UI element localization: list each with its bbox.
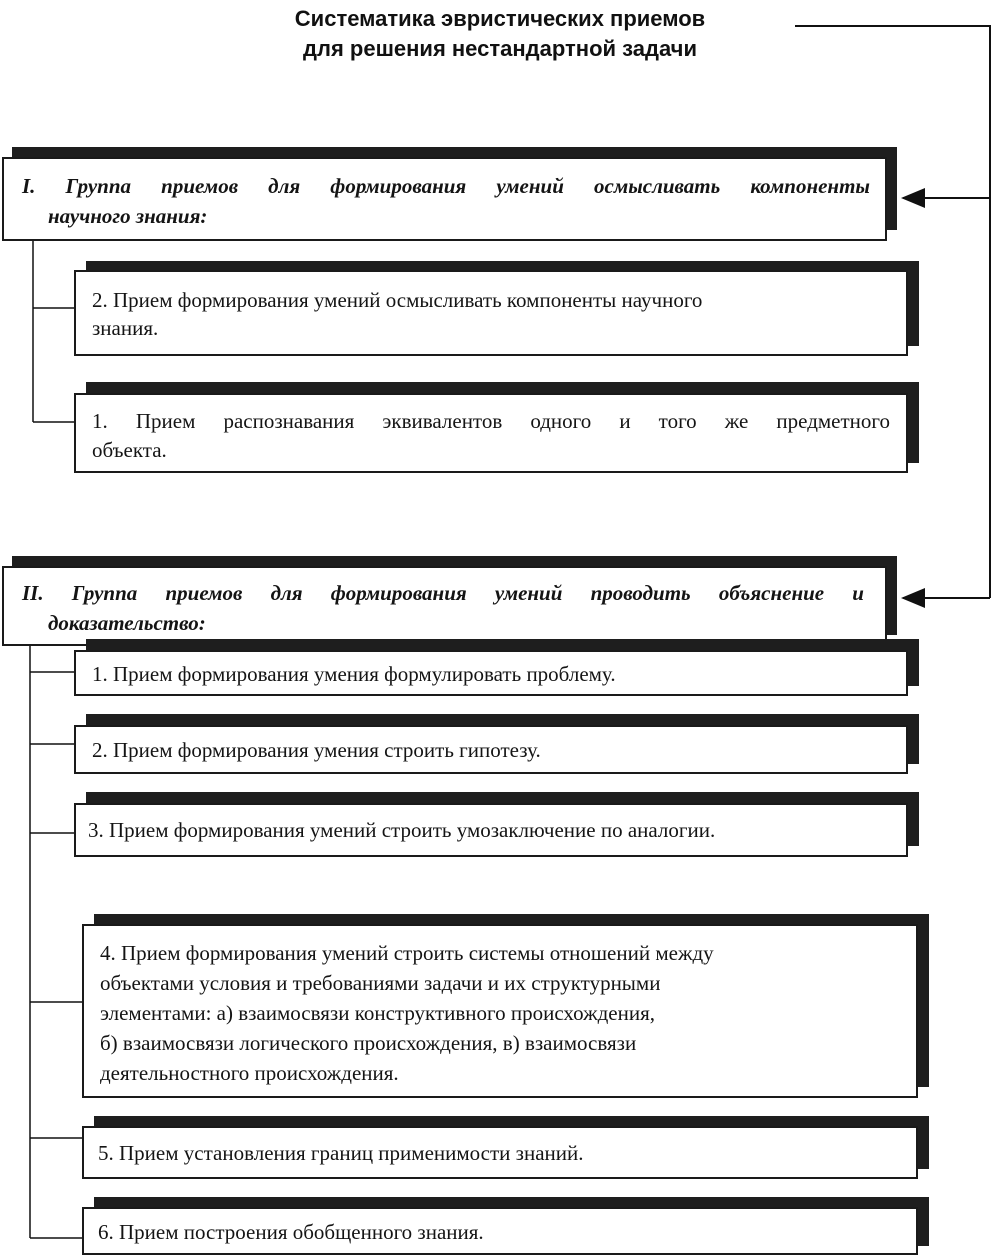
group1-item-1-line-1: 2. Прием формирования умений осмысливать компоненты научного (92, 288, 703, 312)
group1-item-2-box (74, 393, 908, 473)
group1-heading-box (2, 157, 887, 241)
group2-item-2-box (74, 725, 908, 774)
group1-item-2-line-2: объекта. (92, 438, 167, 462)
group2-item-4-line-4: б) взаимосвязи логического происхождения, в) взаимосвязи (100, 1031, 637, 1055)
group2-item-3-box (74, 803, 908, 857)
title-line-1: Систематика эвристических приемов (294, 6, 706, 31)
title-line-2: для решения нестандартной задачи (303, 36, 697, 61)
group2-item-6-text: 6. Прием построения обобщенного знания. (98, 1220, 484, 1244)
group1-item-1-box (74, 270, 908, 356)
group1-heading-line-1: I. Группа приемов для формирования умений осмысливать компоненты (22, 174, 870, 198)
group2-item-1-box (74, 650, 908, 696)
group2-item-5-box (82, 1126, 918, 1179)
group1-item-1-line-2: знания. (92, 316, 159, 340)
group2-item-4-line-2: объектами условия и требованиями задачи и их структурными (100, 971, 661, 995)
group2-heading-box (2, 566, 887, 646)
group1-item-2-line-1: 1. Прием распознавания эквивалентов одного и того же предметного (92, 409, 890, 433)
group2-heading-line-1: II. Группа приемов для формирования умений проводить объяснение и (22, 581, 864, 605)
diagram-title (200, 4, 800, 64)
group2-item-5-text: 5. Прием установления границ применимости знаний. (98, 1141, 584, 1165)
group2-item-3-text: 3. Прием формирования умений строить умозаключение по аналогии. (88, 818, 716, 842)
group2-item-2-text: 2. Прием формирования умения строить гипотезу. (92, 738, 541, 762)
group2-item-4-line-3: элементами: а) взаимосвязи конструктивного происхождения, (100, 1001, 655, 1025)
group2-item-4-line-1: 4. Прием формирования умений строить системы отношений между (100, 941, 714, 965)
group1-heading-line-2: научного знания: (48, 204, 208, 228)
group2-item-4-box (82, 924, 918, 1098)
group2-item-6-box (82, 1207, 918, 1255)
group2-heading-line-2: доказательство: (48, 611, 206, 635)
group2-item-1-text: 1. Прием формирования умения формулировать проблему. (92, 662, 616, 686)
group2-item-4-line-5: деятельностного происхождения. (100, 1061, 399, 1085)
